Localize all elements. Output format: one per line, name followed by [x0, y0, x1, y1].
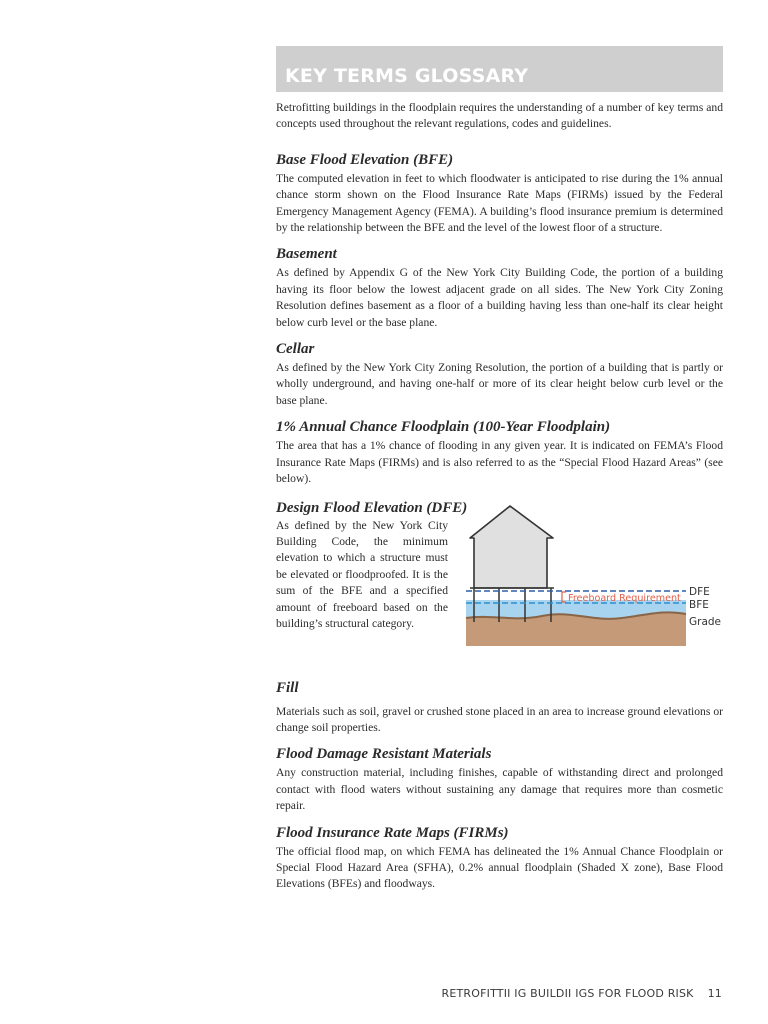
house-icon	[470, 506, 553, 588]
dfe-label: DFE	[689, 585, 710, 598]
grade-label: Grade	[689, 615, 722, 628]
dfe-text	[276, 498, 468, 633]
running-title: RETROFITTII IG BUILDII IGS FOR FLOOD RISK	[441, 987, 694, 1000]
term-definition: The area that has a 1% chance of flooding in any given year. It is indicated on FEMA’s Flood Insurance Rate Maps (FIRMs) and is also referred to as the “Special Flood Hazard Areas” (see below).	[276, 439, 723, 486]
bfe-label: BFE	[689, 598, 709, 611]
glossary-entry-fill	[276, 678, 723, 737]
term-definition: As defined by the New York City Building Code, the minimum elevation to which a structure must be elevated or floodproofed. It is the sum of the BFE and a specified amount of freeboard based on the building’s structural category.	[276, 518, 448, 630]
glossary-entry-basement	[276, 244, 723, 331]
term-heading: Cellar	[276, 341, 315, 358]
term-definition: The official flood map, on which FEMA has delineated the 1% Annual Chance Floodplain or Special Flood Hazard Area (SFHA), 0.2% annual floodplain (Shaded X zone), Base Flood Elevations (BFEs) and floodways.	[276, 844, 723, 891]
flood-elevation-illustration	[462, 504, 723, 652]
term-heading: Design Flood Elevation (DFE)	[276, 499, 468, 516]
term-heading: Fill	[276, 679, 299, 696]
intro-paragraph: Retrofitting buildings in the floodplain requires the understanding of a number of key terms and concepts used throughout the relevant regulations, codes and guidelines.	[276, 101, 723, 131]
term-heading: 1% Annual Chance Floodplain (100-Year Floodplain)	[276, 419, 611, 436]
glossary-entry-firms	[276, 823, 723, 893]
page-number: 11	[707, 987, 722, 1000]
term-definition: Materials such as soil, gravel or crushed stone placed in an area to increase ground elevations or change soil properties.	[276, 704, 723, 734]
glossary-entry-floodplain	[276, 417, 723, 487]
glossary-entry-cellar	[276, 339, 723, 409]
dfe-diagram	[462, 504, 723, 652]
glossary-entry-dfe	[276, 498, 723, 670]
title-banner	[276, 46, 723, 92]
page-title: KEY TERMS GLOSSARY	[285, 65, 529, 87]
term-heading: Base Flood Elevation (BFE)	[276, 151, 454, 168]
term-heading: Flood Damage Resistant Materials	[276, 746, 492, 763]
term-definition: As defined by Appendix G of the New York City Building Code, the portion of a building having its floor below the lowest adjacent grade on all sides. The New York City Zoning Resolution defines basement as a floor of a building having less than one-half its clear height below curb level or the base plane.	[276, 266, 723, 329]
term-definition: As defined by the New York City Zoning Resolution, the portion of a building that is partly or wholly underground, and having one-half or more of its clear height below curb level or the base plane.	[276, 361, 723, 407]
term-heading: Basement	[276, 246, 337, 263]
glossary-entry-flood-resistant-materials	[276, 744, 723, 814]
glossary-column	[276, 46, 723, 893]
term-heading: Flood Insurance Rate Maps (FIRMs)	[276, 824, 509, 841]
page-footer	[441, 987, 722, 1000]
term-definition: The computed elevation in feet to which floodwater is anticipated to rise during the 1% annual chance storm shown on the Flood Insurance Rate Maps (FIRMs) issued by the Federal Emergency Management Agency (FEMA). A building’s flood insurance premium is determined by the relationship between the BFE and the level of the lowest floor of a structure.	[276, 171, 723, 235]
glossary-entry-bfe	[276, 150, 723, 237]
term-definition: Any construction material, including finishes, capable of withstanding direct and prolonged contact with flood waters without sustaining any damage that requires more than cosmetic repair.	[276, 766, 723, 813]
freeboard-label: Freeboard Requirement	[568, 592, 681, 604]
